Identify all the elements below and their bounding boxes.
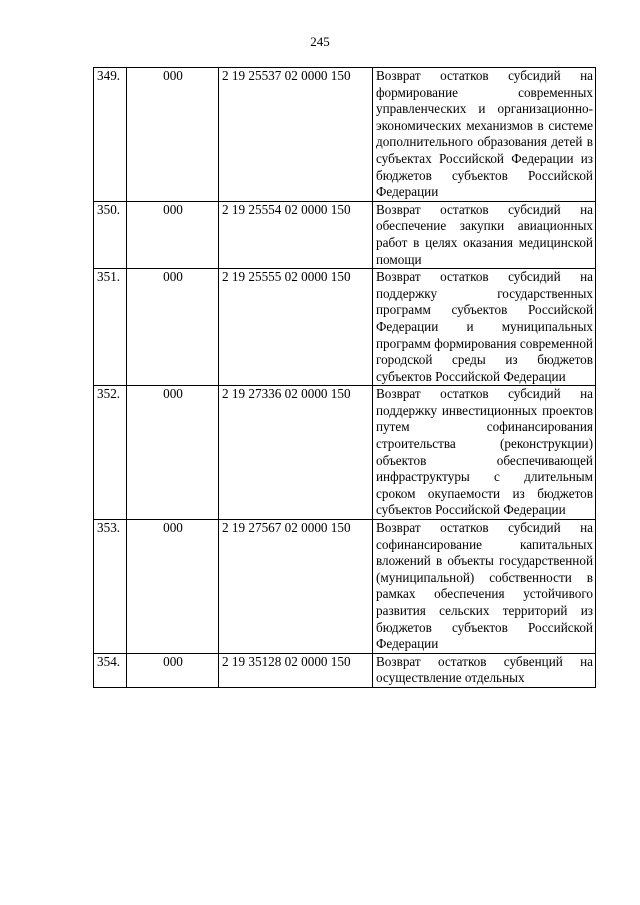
row-number: 350.: [94, 201, 127, 268]
administrator-code: 000: [127, 201, 219, 268]
table-body: [94, 68, 596, 688]
budget-code: 2 19 25555 02 0000 150: [219, 269, 373, 386]
table-row: [94, 68, 596, 202]
administrator-code: 000: [127, 386, 219, 520]
table-row: [94, 201, 596, 268]
budget-code: 2 19 27567 02 0000 150: [219, 520, 373, 654]
income-name: Возврат остатков субсидий на софинансирование капитальных вложений в объекты государственной (муниципальной) собственности в рамках обеспечения устойчивого развития сельских территорий из бюджетов субъектов Российской Федерации: [373, 520, 596, 654]
budget-code: 2 19 25554 02 0000 150: [219, 201, 373, 268]
administrator-code: 000: [127, 269, 219, 386]
budget-code: 2 19 25537 02 0000 150: [219, 68, 373, 202]
budget-classification-table: [93, 67, 596, 688]
row-number: 349.: [94, 68, 127, 202]
income-name: Возврат остатков субсидий на обеспечение закупки авиационных работ в целях оказания медицинской помощи: [373, 201, 596, 268]
administrator-code: 000: [127, 68, 219, 202]
administrator-code: 000: [127, 520, 219, 654]
table-row: [94, 653, 596, 687]
table-row: [94, 269, 596, 386]
income-name: Возврат остатков субсидий на поддержку государственных программ субъектов Российской Федерации и муниципальных программ формирования современной городской среды из бюджетов субъектов Российской Федерации: [373, 269, 596, 386]
income-name: Возврат остатков субсидий на поддержку инвестиционных проектов путем софинансирования строительства (реконструкции) объектов обеспечивающей инфраструктуры с длительным сроком окупаемости из бюджетов субъектов Российской Федерации: [373, 386, 596, 520]
income-name: Возврат остатков субсидий на формирование современных управленческих и организационно-экономических механизмов в системе дополнительного образования детей в субъектах Российской Федерации из бюджетов субъектов Российской Федерации: [373, 68, 596, 202]
income-name: Возврат остатков субвенций на осуществление отдельных: [373, 653, 596, 687]
budget-code: 2 19 27336 02 0000 150: [219, 386, 373, 520]
row-number: 353.: [94, 520, 127, 654]
row-number: 352.: [94, 386, 127, 520]
row-number: 354.: [94, 653, 127, 687]
page-number: 245: [310, 34, 330, 49]
table-row: [94, 386, 596, 520]
budget-code: 2 19 35128 02 0000 150: [219, 653, 373, 687]
table-row: [94, 520, 596, 654]
administrator-code: 000: [127, 653, 219, 687]
row-number: 351.: [94, 269, 127, 386]
